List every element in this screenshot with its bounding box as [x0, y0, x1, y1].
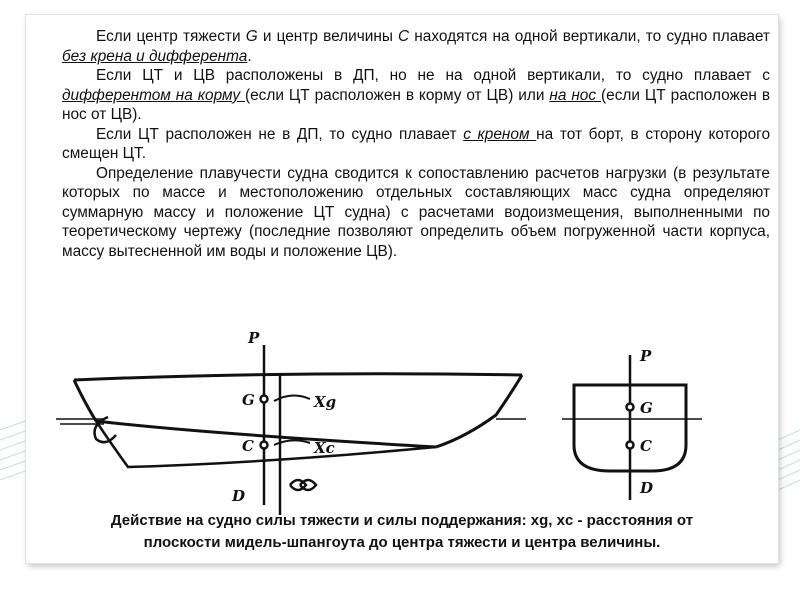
emphasis-term: с креном — [463, 125, 537, 143]
side-label-p: P — [248, 329, 260, 347]
text-run: Определение плавучести судна сводится к сопоставлению расчетов нагрузки (в результате которых по массе и местоположению отдельных составляющих масс судна определяют суммарную массу и положение ЦТ судна) с расчетами водоизмещения, выполненными по теоретическому чертежу (последние позволяют определить объем погруженной части корпуса, массу вытесненной им воды и положение ЦВ). — [62, 164, 770, 260]
section-label-c: C — [640, 437, 652, 455]
hull-bow-outline — [74, 380, 96, 421]
section-label-d: D — [640, 479, 654, 497]
text-run: . — [247, 47, 252, 65]
paragraph — [62, 164, 770, 262]
body-text — [62, 27, 770, 261]
section-view — [562, 355, 702, 500]
buoyancy-diagram — [26, 295, 778, 515]
side-label-d: D — [232, 487, 246, 505]
right-stripes — [778, 430, 800, 490]
text-run: находятся на одной вертикали, то судно плавает — [409, 28, 770, 45]
section-c-point — [627, 442, 634, 449]
side-label-xc: Xc — [314, 439, 335, 457]
hull-stern-outline — [436, 375, 522, 447]
section-label-p: P — [640, 347, 652, 365]
side-label-c: C — [242, 437, 254, 455]
side-label-g: G — [242, 391, 255, 409]
paragraph — [62, 66, 770, 125]
figure-caption — [36, 510, 768, 554]
text-run: Если центр тяжести — [96, 28, 246, 45]
paragraph — [62, 27, 770, 66]
side-label-xg: Xg — [314, 393, 337, 411]
paragraph — [62, 125, 770, 164]
symbol: C — [398, 28, 410, 45]
text-run: (если ЦТ расположен в корму от ЦВ) или — [245, 86, 550, 104]
center-g-point — [261, 396, 268, 403]
side-view — [56, 374, 526, 467]
emphasis-term: на нос — [549, 86, 602, 104]
text-run: (если ЦТ расположен в нос от ЦВ). — [62, 86, 771, 123]
symbol: G — [245, 28, 258, 45]
section-g-point — [627, 404, 634, 411]
left-stripes — [0, 420, 28, 480]
text-run: на тот борт, в сторону которого смещен ЦТ. — [62, 125, 770, 162]
text-run: Если ЦТ расположен не в ДП, то судно плавает — [96, 125, 464, 143]
text-run: Если ЦТ и ЦВ расположены в ДП, но не на одной вертикали, то судно плавает с — [96, 67, 770, 84]
emphasis-term: без крена и дифферента — [62, 47, 248, 65]
d-marker — [290, 480, 316, 490]
emphasis-term: дифферентом на корму — [62, 86, 245, 104]
slide — [26, 15, 778, 563]
caption-line-1: Действие на судно силы тяжести и силы поддержания: xg, xc - расстояния от — [110, 512, 694, 529]
section-label-g: G — [640, 399, 653, 417]
caption-line-2: плоскости мидель-шпангоута до центра тяжести и центра величины. — [143, 534, 661, 551]
hull-deck-line — [74, 374, 522, 380]
center-c-point — [261, 442, 268, 449]
side-forces — [261, 345, 317, 515]
text-run: и центр величины — [257, 28, 399, 45]
